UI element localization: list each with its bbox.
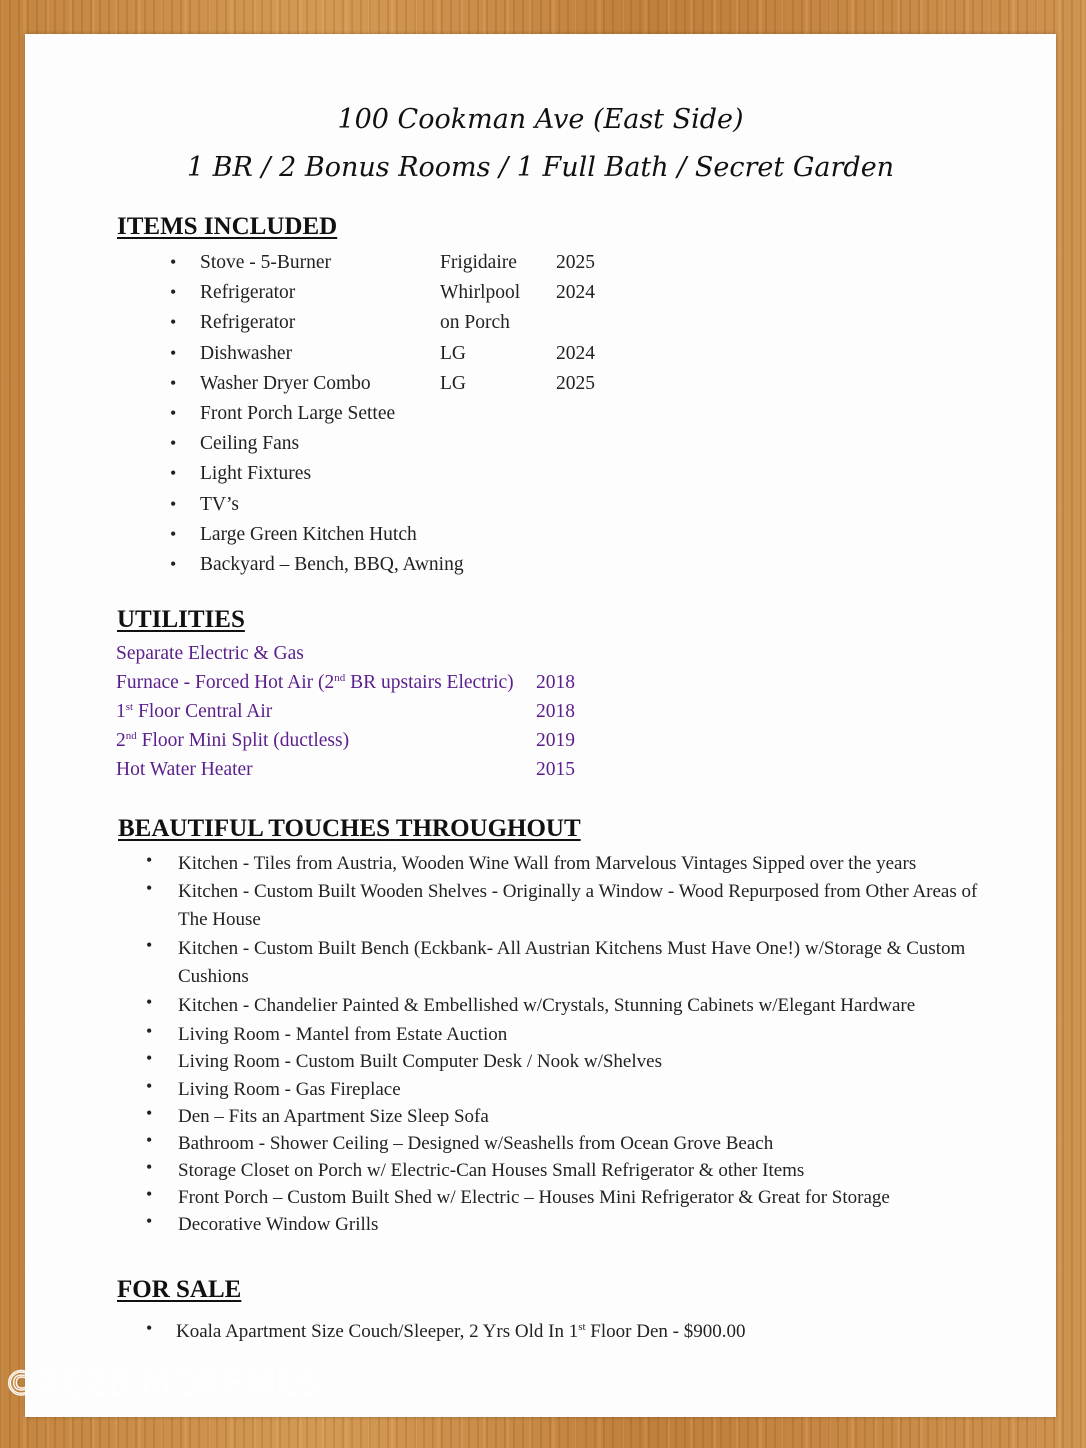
- utility-year: 2015: [536, 759, 575, 780]
- item-name: Ceiling Fans: [200, 433, 300, 455]
- utility-year: 2018: [536, 701, 575, 722]
- bullet: •: [146, 1130, 153, 1150]
- bullet: •: [146, 878, 153, 898]
- item-year: 2025: [556, 372, 595, 394]
- bullet: •: [170, 433, 177, 454]
- utility-name: [116, 701, 272, 723]
- item-name: Refrigerator: [200, 312, 296, 334]
- bullet: •: [146, 992, 153, 1012]
- bullet: •: [146, 935, 153, 955]
- utility-name-sup: nd: [334, 672, 346, 684]
- bullet: •: [146, 1076, 153, 1096]
- utility-name-pre: 2: [116, 730, 126, 751]
- item-brand: Frigidaire: [440, 252, 517, 273]
- utility-name-post: Floor Central Air: [133, 701, 273, 722]
- item-name: Backyard – Bench, BBQ, Awning: [200, 554, 464, 575]
- document-title: 100 Cookman Ave (East Side): [337, 104, 744, 135]
- item-name: TV’s: [200, 493, 239, 515]
- utility-name: [116, 730, 349, 752]
- item-brand: on Porch: [440, 312, 510, 334]
- touch-text: Front Porch – Custom Built Shed w/ Electric – Houses Mini Refrigerator & Great for Storage: [178, 1187, 890, 1208]
- item-brand: LG: [440, 372, 466, 394]
- bullet: •: [170, 372, 177, 393]
- touch-text: Living Room - Gas Fireplace: [178, 1079, 401, 1100]
- bullet: •: [146, 1048, 153, 1068]
- bullet: •: [146, 1211, 153, 1231]
- item-name: Washer Dryer Combo: [200, 372, 371, 394]
- item-name: Light Fixtures: [200, 463, 312, 485]
- bullet: •: [170, 252, 177, 272]
- item-year: 2025: [556, 252, 595, 273]
- bullet: •: [170, 312, 177, 333]
- touch-text: Storage Closet on Porch w/ Electric-Can Houses Small Refrigerator & other Items: [178, 1160, 805, 1181]
- utility-year: 2019: [536, 730, 575, 751]
- touches-list: [118, 850, 1018, 1250]
- utility-name-sup: st: [125, 701, 134, 713]
- utility-name-pre: 1: [116, 701, 126, 722]
- bullet: •: [170, 554, 177, 574]
- touch-text: Kitchen - Custom Built Wooden Shelves - Originally a Window - Wood Repurposed from Other Areas of The House: [178, 881, 978, 930]
- item-name: Large Green Kitchen Hutch: [200, 523, 417, 545]
- bullet: •: [170, 342, 177, 363]
- bullet: •: [170, 523, 177, 544]
- utility-name-pre: Separate Electric & Gas: [116, 643, 304, 664]
- utility-name-post: BR upstairs Electric): [345, 672, 514, 693]
- for-sale-list: [118, 1318, 1018, 1348]
- touch-text: Bathroom - Shower Ceiling – Designed w/Seashells from Ocean Grove Beach: [178, 1133, 774, 1154]
- item-brand: LG: [440, 342, 466, 364]
- bullet: •: [146, 1184, 153, 1204]
- utility-name-sup: nd: [125, 730, 137, 742]
- utility-name: [116, 643, 304, 665]
- item-year: 2024: [556, 282, 595, 304]
- touch-text: Kitchen - Custom Built Bench (Eckbank- All Austrian Kitchens Must Have One!) w/Storage & Custom Cushions: [178, 938, 966, 987]
- utility-name-post: Floor Mini Split (ductless): [136, 730, 350, 751]
- document-page: [25, 34, 1056, 1417]
- utility-name-pre: Hot Water Heater: [116, 759, 253, 780]
- touch-text: Living Room - Custom Built Computer Desk / Nook w/Shelves: [178, 1051, 662, 1072]
- utility-year: 2018: [536, 672, 575, 693]
- bullet: •: [146, 850, 153, 870]
- bullet: •: [146, 1103, 153, 1123]
- bullet: •: [170, 493, 177, 514]
- item-name: Front Porch Large Settee: [200, 403, 396, 424]
- items-included-list: [142, 252, 742, 602]
- bullet: •: [170, 282, 177, 303]
- touches-heading-part-2: THROUGHOUT: [395, 815, 581, 842]
- bullet: •: [170, 463, 177, 484]
- utility-name: [116, 672, 514, 694]
- item-name: Stove - 5-Burner: [200, 252, 332, 273]
- for-sale-heading: FOR SALE: [117, 1276, 242, 1303]
- utilities-list: [116, 643, 716, 793]
- utility-name-pre: Furnace - Forced Hot Air (2: [116, 672, 335, 693]
- item-name: Refrigerator: [200, 282, 296, 304]
- utility-name: [116, 759, 253, 781]
- item-brand: Whirlpool: [440, 282, 521, 304]
- bullet: •: [146, 1021, 153, 1041]
- bullet: •: [170, 403, 177, 423]
- touch-text: Den – Fits an Apartment Size Sleep Sofa: [178, 1106, 489, 1127]
- document-subtitle: 1 BR / 2 Bonus Rooms / 1 Full Bath / Secret Garden: [186, 152, 895, 183]
- item-name: Dishwasher: [200, 342, 293, 364]
- touches-heading-part-1: BEAUTIFUL TOUCHES: [118, 815, 391, 842]
- item-year: 2024: [556, 342, 595, 364]
- watermark: ©2026 MOREMLS: [4, 1364, 320, 1404]
- touch-text: Living Room - Mantel from Estate Auction: [178, 1024, 508, 1045]
- for-sale-item: Koala Apartment Size Couch/Sleeper, 2 Yrs Old In 1st Floor Den - $900.00: [176, 1321, 746, 1342]
- items-included-heading: ITEMS INCLUDED: [117, 213, 338, 240]
- bullet: •: [146, 1157, 153, 1177]
- utilities-heading: UTILITIES: [117, 606, 245, 633]
- touch-text: Decorative Window Grills: [178, 1214, 379, 1235]
- touches-heading: [118, 815, 581, 843]
- touch-text: Kitchen - Tiles from Austria, Wooden Wine Wall from Marvelous Vintages Sipped over the years: [178, 853, 917, 874]
- touch-text: Kitchen - Chandelier Painted & Embellished w/Crystals, Stunning Cabinets w/Elegant Hardware: [178, 995, 916, 1016]
- bullet: •: [146, 1318, 153, 1338]
